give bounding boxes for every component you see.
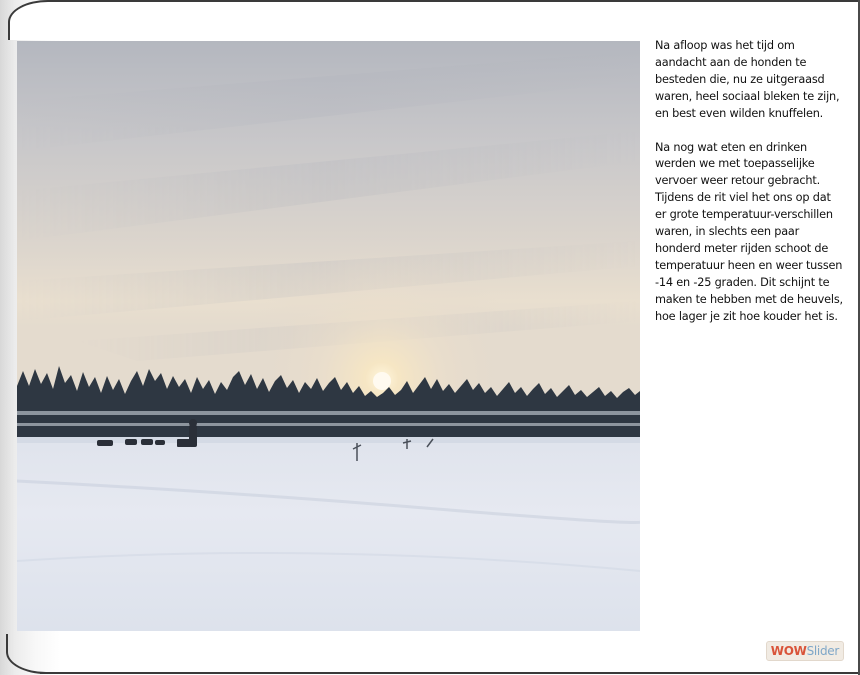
snow-field [17,433,640,631]
slide-paragraph: Na afloop was het tijd om aandacht aan de honden te besteden die, nu ze uitgeraasd waren, heel sociaal bleken te zijn, en best even wilden knuffelen. [655,39,840,120]
page-edge-bottom [40,672,860,674]
winter-landscape-image [17,41,640,631]
slide-photo [17,41,640,631]
slide-paragraph: Na nog wat eten en drinken werden we met toepasselijke vervoer weer retour gebracht. Tijdens de rit viel het ons op dat er grote temperatuur-verschillen waren, in slechts een paar honderd meter rijden schoot de temperatuur heen en weer tussen -14 en -25 graden. Dit schijnt te maken te hebben met de heuvels, hoe lager je zit hoe kouder het is. [655,140,843,323]
sun [373,372,391,390]
slide-text [655,38,845,343]
wowslider-badge-slider: Slider [806,644,839,658]
page-curl-bottom [6,634,86,674]
page-edge-top [60,0,860,2]
page-curl-top [8,0,88,40]
wowslider-badge-wow: WOW [770,644,807,658]
wowslider-badge[interactable] [766,641,844,661]
